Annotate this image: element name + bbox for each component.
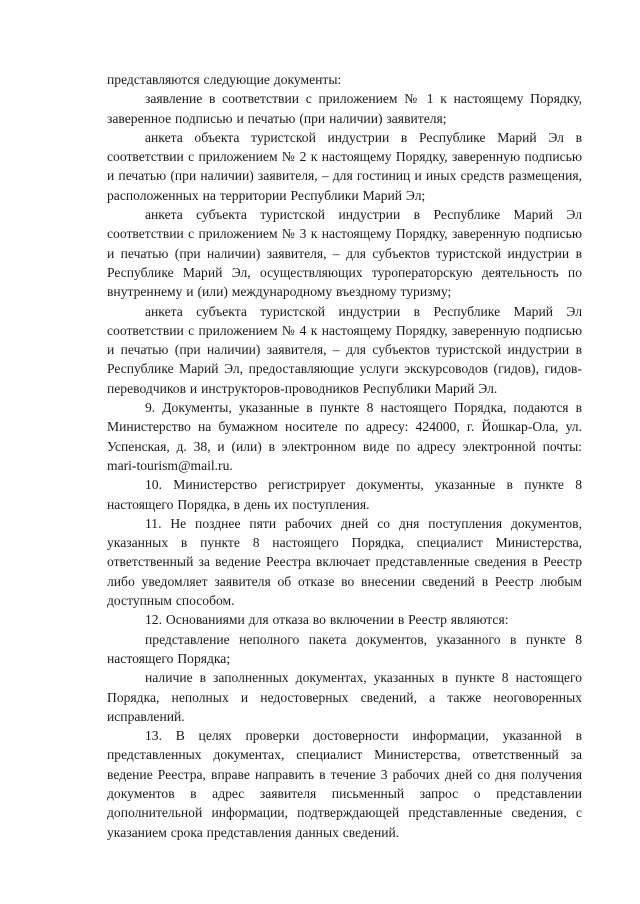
paragraph-intro: представляются следующие документы:: [107, 72, 342, 87]
paragraph-questionnaire-object: анкета объекта туристской индустрии в Республике Марий Эл в соответствии с приложением № 2 к настоящему Порядку, заверенную подписью и печатью (при наличии) заявителя, – для гостиниц и иных средств размещения, расположенных на территории Республики Марий Эл;: [107, 129, 582, 203]
paragraph-refusal-incomplete: представление неполного пакета документов, указанного в пункте 8 настоящего Порядка;: [107, 631, 582, 666]
paragraph-refusal-inaccurate: наличие в заполненных документах, указанных в пункте 8 настоящего Порядка, неполных и недостоверных сведений, а также неоговоренных исправлений.: [107, 670, 582, 724]
paragraph-item-13: 13. В целях проверки достоверности информации, указанной в представленных документах, специалист Министерства, ответственный за ведение Реестра, вправе направить в течение 3 рабочих дней со дня получения документов в адрес заявителя письменный запрос о представлении дополнительной информации, подтверждающей представленные сведения, с указанием срока представления данных сведений.: [107, 728, 582, 840]
paragraph-item-11: 11. Не позднее пяти рабочих дней со дня поступления документов, указанных в пункте 8 настоящего Порядка, специалист Министерства, ответственный за ведение Реестра включает представленные сведения в Реестр либо уведомляет заявителя об отказе во внесении сведений в Реестр любым доступным способом.: [107, 515, 582, 609]
paragraph-questionnaire-tour-operator: анкета субъекта туристской индустрии в Республике Марий Эл соответствии с приложением № 3 к настоящему Порядку, заверенную подписью и печатью (при наличии) заявителя, – для субъектов туристской индустрии в Республике Марий Эл, осуществляющих туроператорскую деятельность по внутреннему и (или) международному въездному туризму;: [107, 207, 582, 300]
paragraph-item-9: 9. Документы, указанные в пункте 8 настоящего Порядка, подаются в Министерство на бумажном носителе по адресу: 424000, г. Йошкар-Ола, ул. Успенская, д. 38, и (или) в электронном виде по адресу электронной почты: mari-tourism@mail.ru.: [107, 400, 582, 473]
paragraph-application: заявление в соответствии с приложением № 1 к настоящему Порядку, заверенное подписью и печатью (при наличии) заявителя;: [107, 91, 582, 126]
paragraph-item-10: 10. Министерство регистрирует документы, указанные в пункте 8 настоящего Порядка, в день их поступления.: [107, 477, 582, 512]
paragraph-item-12: 12. Основаниями для отказа во включении в Реестр являются:: [145, 612, 509, 628]
paragraph-questionnaire-guides: анкета субъекта туристской индустрии в Республике Марий Эл соответствии с приложением № 4 к настоящему Порядку, заверенную подписью и печатью (при наличии) заявителя, – для субъектов туристской индустрии в Республике Марий Эл, предоставляющие услуги экскурсоводов (гидов), гидов-переводчиков и инструкторов-проводников Республики Марий Эл.: [107, 303, 582, 396]
